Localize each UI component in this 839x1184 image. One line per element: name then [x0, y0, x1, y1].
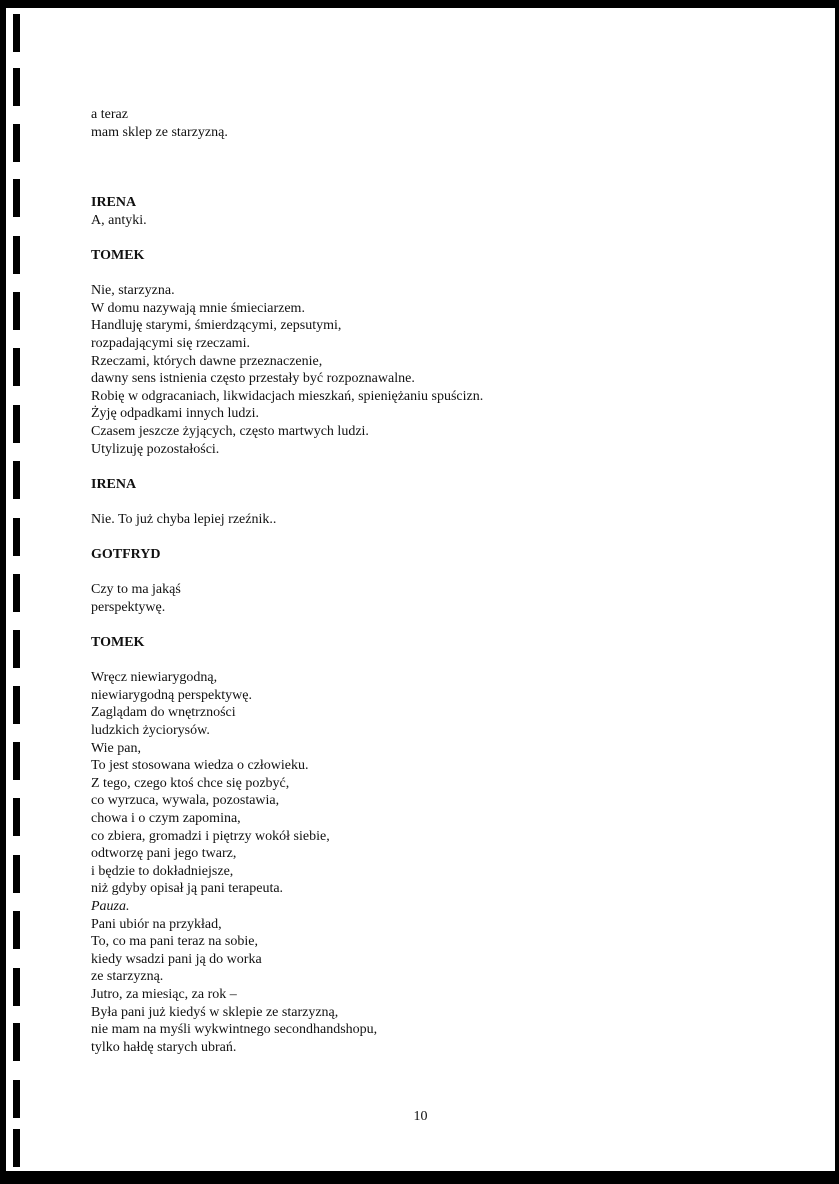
binding-hole — [13, 292, 20, 330]
binding-hole — [13, 518, 20, 556]
script-text — [91, 106, 791, 1056]
dialogue-block — [91, 212, 791, 230]
binding-hole — [13, 798, 20, 836]
binding-hole — [13, 630, 20, 668]
binding-hole — [13, 14, 20, 52]
binding-hole — [13, 405, 20, 443]
dialogue-line: co zbiera, gromadzi i piętrzy wokół siebie, — [91, 828, 330, 844]
binding-hole — [13, 1129, 20, 1167]
dialogue-line: Czasem jeszcze żyjących, często martwych ludzi. — [91, 423, 369, 439]
dialogue-line: niewiarygodną perspektywę. — [91, 687, 252, 703]
binding-hole — [13, 1023, 20, 1061]
dialogue-line: perspektywę. — [91, 599, 166, 615]
speaker-name: TOMEK — [91, 635, 145, 651]
binding-hole — [13, 124, 20, 162]
dialogue-line: Nie. To już chyba lepiej rzeźnik.. — [91, 511, 277, 527]
binding-hole — [13, 855, 20, 893]
binding-hole — [13, 179, 20, 217]
binding-hole — [13, 574, 20, 612]
dialogue-line: Zaglądam do wnętrzności — [91, 705, 236, 721]
speaker-name: TOMEK — [91, 247, 145, 263]
speaker-name: IRENA — [91, 195, 137, 211]
dialogue-line: i będzie to dokładniejsze, — [91, 863, 234, 879]
dialogue-line: chowa i o czym zapomina, — [91, 810, 241, 826]
dialogue-line: mam sklep ze starzyzną. — [91, 124, 228, 140]
dialogue-line: Żyję odpadkami innych ludzi. — [91, 406, 259, 422]
dialogue-line: kiedy wsadzi pani ją do worka — [91, 951, 262, 967]
binding-hole — [13, 968, 20, 1006]
dialogue-line: Wręcz niewiarygodną, — [91, 670, 218, 686]
dialogue-line: ludzkich życiorysów. — [91, 723, 210, 738]
dialogue-line: Z tego, czego ktoś chce się pozbyć, — [91, 775, 290, 791]
dialogue-block — [91, 282, 791, 458]
dialogue-line: To jest stosowana wiedza o człowieku. — [91, 758, 309, 774]
dialogue-line: Handluję starymi, śmierdzącymi, zepsutymi, — [91, 318, 342, 334]
dialogue-line: Czy to ma jakąś — [91, 582, 181, 598]
dialogue-block — [91, 581, 791, 616]
dialogue-line: co wyrzuca, wywala, pozostawia, — [91, 793, 280, 809]
dialogue-block — [91, 511, 791, 529]
dialogue-line: W domu nazywają mnie śmieciarzem. — [91, 300, 305, 316]
binding-hole — [13, 348, 20, 386]
dialogue-block — [91, 106, 791, 141]
dialogue-line: Wie pan, — [91, 740, 141, 756]
dialogue-line: Rzeczami, których dawne przeznaczenie, — [91, 353, 323, 369]
dialogue-line: dawny sens istnienia często przestały być rozpoznawalne. — [91, 371, 415, 387]
dialogue-line: a teraz — [91, 107, 128, 122]
dialogue-line: Pani ubiór na przykład, — [91, 916, 222, 932]
dialogue-line: ze starzyzną. — [91, 969, 164, 985]
binding-holes — [6, 8, 26, 1171]
dialogue-line: Była pani już kiedyś w sklepie ze starzyzną, — [91, 1004, 339, 1020]
dialogue-line: tylko hałdę starych ubrań. — [91, 1039, 237, 1055]
dialogue-block — [91, 669, 791, 1056]
dialogue-line: Robię w odgracaniach, likwidacjach mieszkań, spieniężaniu spuścizn. — [91, 388, 484, 404]
page-number: 10 — [413, 1109, 428, 1124]
speaker-name: IRENA — [91, 476, 137, 492]
dialogue-line: nie mam na myśli wykwintnego secondhandshopu, — [91, 1022, 378, 1038]
binding-hole — [13, 911, 20, 949]
dialogue-line: odtworzę pani jego twarz, — [91, 846, 237, 862]
dialogue-line: A, antyki. — [91, 212, 147, 228]
speaker-name: GOTFRYD — [91, 547, 161, 563]
binding-hole — [13, 236, 20, 274]
dialogue-line: niż gdyby opisał ją pani terapeuta. — [91, 881, 284, 897]
document-page — [6, 8, 835, 1171]
binding-hole — [13, 742, 20, 780]
dialogue-line: rozpadającymi się rzeczami. — [91, 335, 250, 351]
dialogue-line: To, co ma pani teraz na sobie, — [91, 934, 258, 950]
binding-hole — [13, 461, 20, 499]
binding-hole — [13, 686, 20, 724]
dialogue-line: Nie, starzyzna. — [91, 283, 175, 299]
dialogue-line: Utylizuję pozostałości. — [91, 441, 220, 457]
stage-direction: Pauza. — [91, 898, 130, 914]
binding-hole — [13, 68, 20, 106]
dialogue-line: Jutro, za miesiąc, za rok – — [91, 986, 237, 1002]
